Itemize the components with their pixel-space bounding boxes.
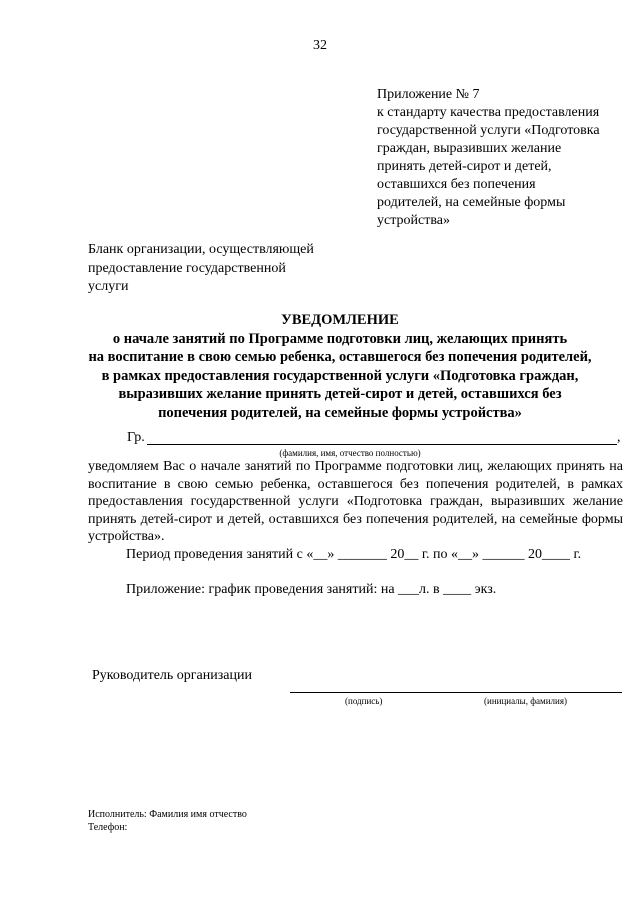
appendix-line: к стандарту качества предоставления <box>377 105 600 120</box>
title-line: на воспитание в свою семью ребенка, оставшегося без попечения родителей, <box>88 349 592 365</box>
title-line: о начале занятий по Программе подготовки лиц, желающих принять <box>112 330 568 347</box>
signature-line <box>290 692 622 693</box>
org-blank-line: предоставление государственной <box>88 260 286 276</box>
attachment-line: Приложение: график проведения занятий: на ___л. в ____ экз. <box>126 582 497 597</box>
signature-caption: (подпись) <box>345 696 383 706</box>
appendix-line: принять детей-сирот и детей, <box>377 159 552 174</box>
appendix-line: оставшихся без попечения <box>377 177 536 192</box>
citizen-name-underline <box>147 444 617 445</box>
initials-caption: (инициалы, фамилия) <box>484 696 567 706</box>
appendix-line: граждан, выразивших желание <box>377 141 562 156</box>
notification-body <box>88 458 623 546</box>
title-line: в рамках предоставления государственной услуги «Подготовка граждан, <box>101 367 579 384</box>
appendix-line: Приложение № 7 <box>377 87 480 102</box>
title-heading: УВЕДОМЛЕНИЕ <box>281 312 399 328</box>
org-blank-line: услуги <box>88 279 129 294</box>
executor-phone: Телефон: <box>88 822 128 833</box>
title-line: выразивших желание принять детей-сирот и детей, оставшихся без <box>118 386 562 402</box>
executor-info <box>88 808 247 834</box>
appendix-line: родителей, на семейные формы <box>377 195 566 210</box>
org-blank-line: Бланк организации, осуществляющей <box>88 242 314 257</box>
appendix-line: устройства» <box>377 213 450 228</box>
citizen-name-caption: (фамилия, имя, отчество полностью) <box>279 448 421 458</box>
citizen-prefix: Гр. <box>127 430 145 445</box>
head-of-organization-label: Руководитель организации <box>92 668 252 683</box>
document-title <box>60 311 620 422</box>
executor-name: Исполнитель: Фамилия имя отчество <box>88 809 247 820</box>
period-line: Период проведения занятий с «__» _______ 20__ г. по «__» ______ 20____ г. <box>126 547 582 562</box>
appendix-reference <box>377 86 627 230</box>
title-line: попечения родителей, на семейные формы устройства» <box>158 404 522 421</box>
citizen-suffix: , <box>617 430 621 445</box>
body-paragraph: уведомляем Вас о начале занятий по Программе подготовки лиц, желающих принять на воспитание в свою семью ребенка, оставшегося без попечения родителей, в рамках предоставления государственной услуги «Подготовка граждан, выразивших желание принять детей-сирот и детей, оставшихся без попечения родителей, на семейные формы устройства». <box>88 459 623 544</box>
appendix-line: государственной услуги «Подготовка <box>377 123 600 138</box>
page-number: 32 <box>313 38 327 53</box>
organization-letterhead <box>88 241 314 297</box>
